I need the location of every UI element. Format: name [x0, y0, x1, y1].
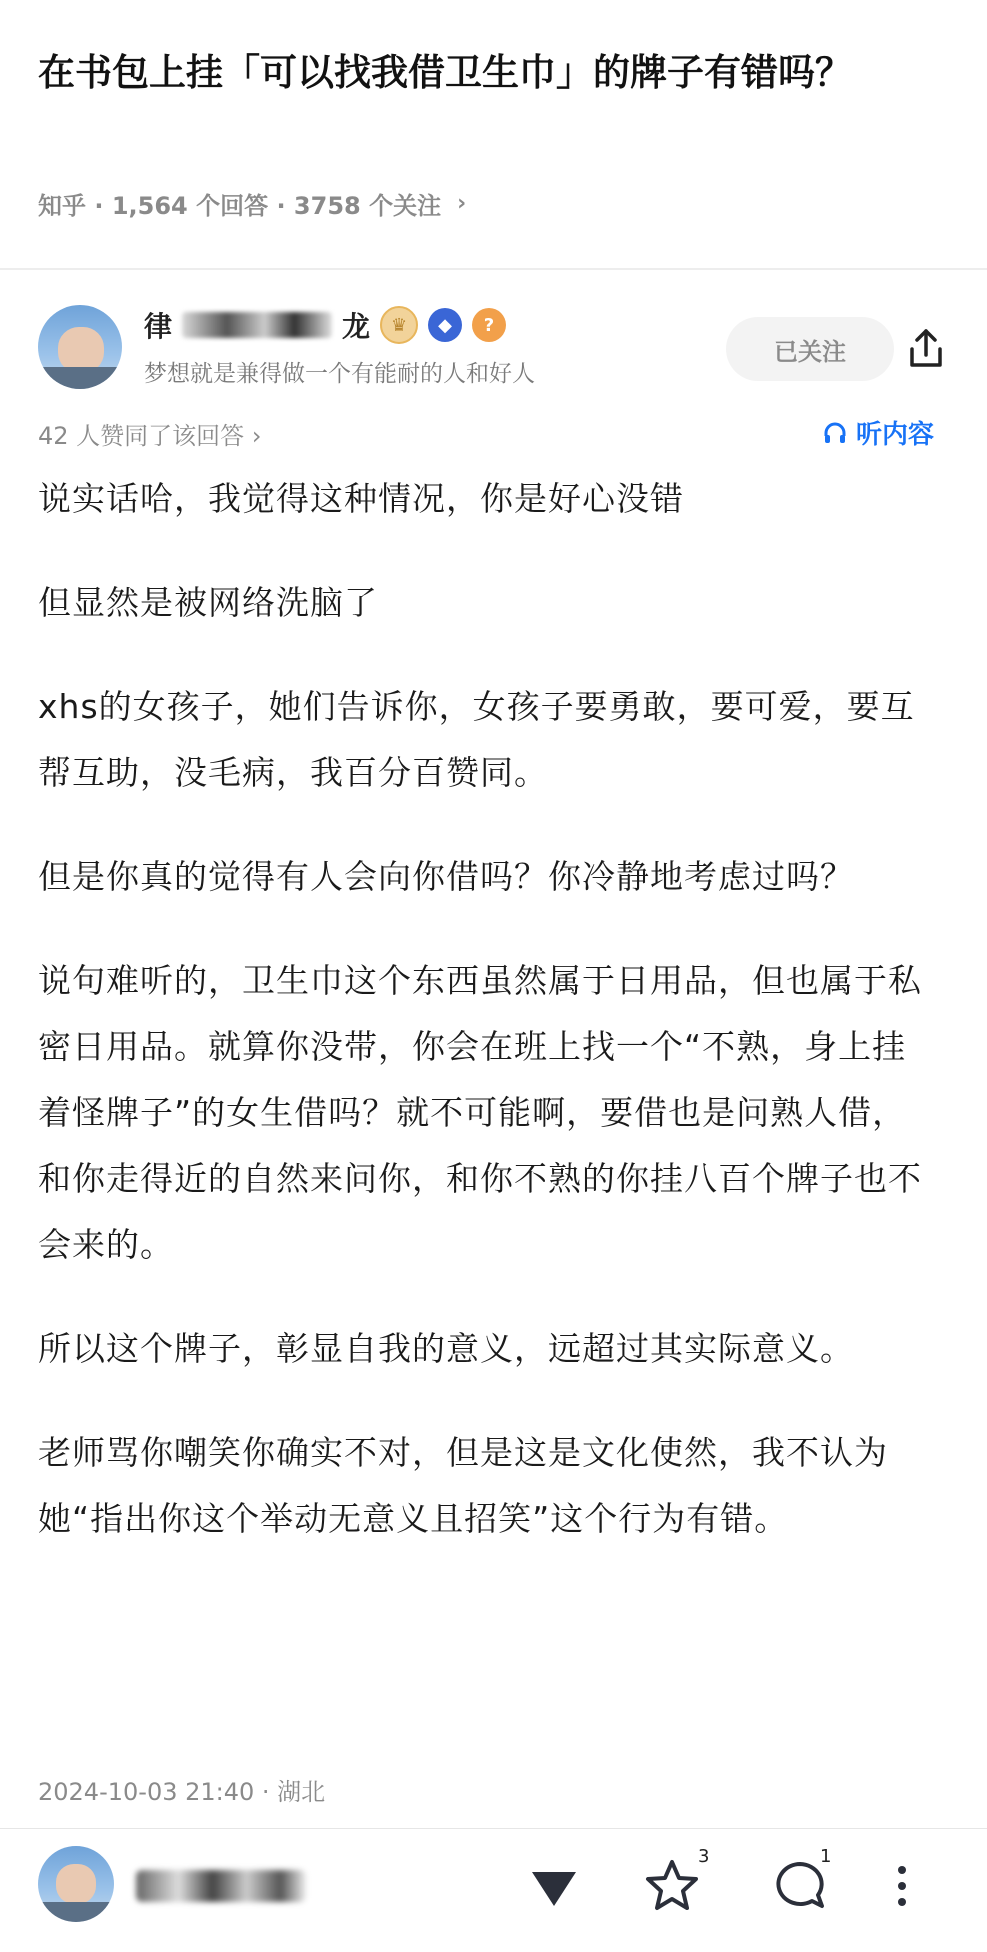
bottom-divider: [0, 1828, 987, 1829]
likes-text: 42 人赞同了该回答: [38, 422, 245, 450]
answer-paragraph: 但是你真的觉得有人会向你借吗？你冷静地考虑过吗？: [38, 857, 854, 896]
answer-paragraph: 老师骂你嘲笑你确实不对，但是这是文化使然，我不认为她“指出你这个举动无意义且招笑”这个行为有错。: [38, 1433, 888, 1538]
more-options-icon[interactable]: [878, 1854, 926, 1918]
author-avatar-small[interactable]: [38, 1846, 114, 1922]
likes-count[interactable]: [38, 416, 261, 451]
question-title[interactable]: 在书包上挂「可以找我借卫生巾」的牌子有错吗？: [38, 51, 852, 94]
answer-body: [38, 466, 938, 1590]
answer-paragraph: xhs的女孩子，她们告诉你，女孩子要勇敢，要可爱，要互帮互助，没毛病，我百分百赞同。: [38, 687, 915, 792]
answer-paragraph: 说句难听的，卫生巾这个东西虽然属于日用品，但也属于私密日用品。就算你没带，你会在班上找一个“不熟，身上挂着怪牌子”的女生借吗？就不可能啊，要借也是问熟人借，和你走得近的自然来问你，和你不熟的你挂八百个牌子也不会来的。: [38, 961, 922, 1264]
comment-count: 1: [820, 1846, 832, 1867]
author-row: [38, 305, 950, 395]
chevron-right-icon: ›: [457, 191, 467, 216]
question-badge-icon[interactable]: ?: [472, 308, 506, 342]
crown-badge-icon[interactable]: ♛: [380, 306, 418, 344]
author-name-tail: 龙: [342, 310, 371, 343]
redacted-name-blur: [136, 1870, 306, 1902]
author-bio: 梦想就是兼得做一个有能耐的人和好人: [144, 361, 535, 387]
downvote-icon[interactable]: [522, 1854, 586, 1918]
answer-paragraph: 所以这个牌子，彰显自我的意义，远超过其实际意义。: [38, 1329, 854, 1368]
star-count: 3: [698, 1846, 710, 1867]
listen-label: 听内容: [856, 420, 935, 450]
answer-paragraph: 但显然是被网络洗脑了: [38, 583, 378, 622]
section-divider: [0, 268, 987, 270]
author-avatar[interactable]: [38, 305, 122, 389]
star-icon[interactable]: [640, 1854, 704, 1918]
redacted-name-blur: [182, 312, 332, 338]
question-meta-text: 知乎 · 1,564 个回答 · 3758 个关注: [38, 192, 442, 220]
headphones-icon: [822, 420, 848, 446]
answer-timestamp: 2024-10-03 21:40 · 湖北: [38, 1778, 326, 1806]
answer-paragraph: 说实话哈，我觉得这种情况，你是好心没错: [38, 479, 684, 518]
author-name[interactable]: [144, 305, 506, 345]
follow-button[interactable]: 已关注: [726, 317, 894, 381]
question-meta[interactable]: [38, 186, 466, 221]
diamond-badge-icon[interactable]: ◆: [428, 308, 462, 342]
share-icon[interactable]: [902, 325, 950, 373]
author-name-head: 律: [144, 310, 173, 343]
listen-button[interactable]: [822, 414, 934, 451]
bottom-action-bar: [0, 1836, 987, 1952]
chevron-right-icon: ›: [251, 422, 262, 450]
